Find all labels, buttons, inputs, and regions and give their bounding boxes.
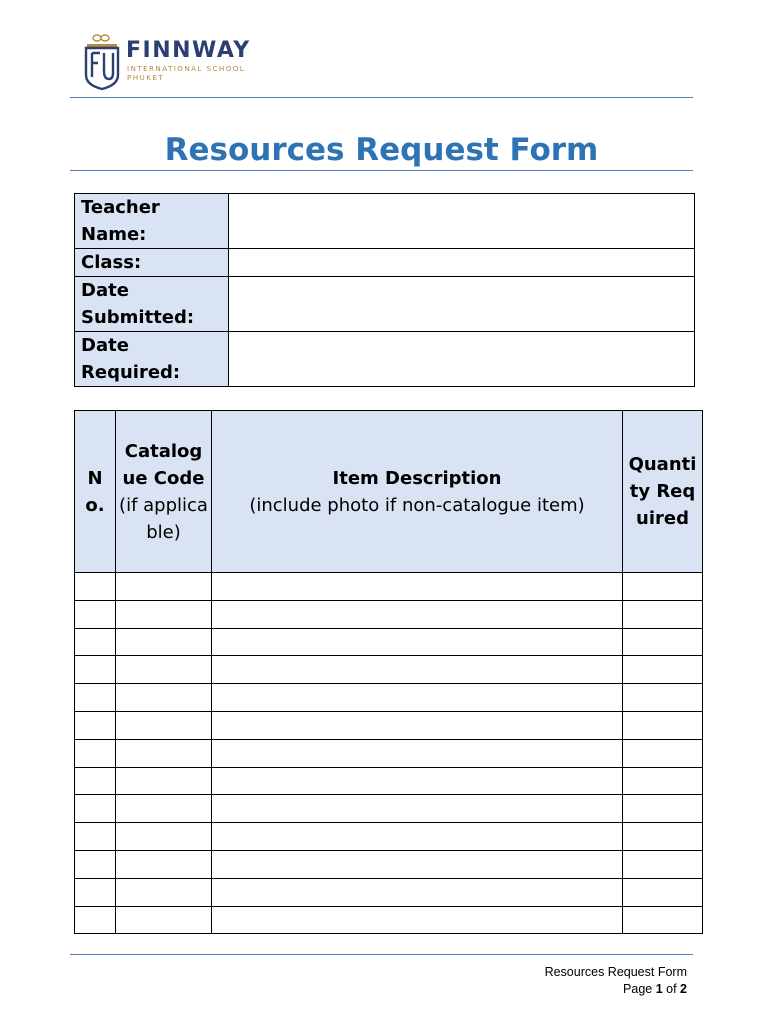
no-cell[interactable] bbox=[75, 684, 116, 712]
catalogue-code-cell[interactable] bbox=[116, 628, 212, 656]
table-row bbox=[75, 823, 703, 851]
table-row bbox=[75, 600, 703, 628]
school-crest-icon bbox=[83, 33, 121, 91]
quantity-cell[interactable] bbox=[623, 600, 703, 628]
class-field[interactable] bbox=[229, 249, 695, 277]
footer-page-prefix: Page bbox=[623, 982, 656, 996]
catalogue-code-cell[interactable] bbox=[116, 795, 212, 823]
no-cell[interactable] bbox=[75, 711, 116, 739]
info-row-date-submitted bbox=[75, 277, 695, 332]
footer-page-sep: of bbox=[662, 982, 681, 996]
item-description-cell[interactable] bbox=[212, 823, 623, 851]
date-submitted-field[interactable] bbox=[229, 277, 695, 332]
no-cell[interactable] bbox=[75, 600, 116, 628]
school-logo bbox=[83, 33, 283, 91]
teacher-name-field[interactable] bbox=[229, 194, 695, 249]
item-description-cell[interactable] bbox=[212, 600, 623, 628]
col-header-quantity bbox=[623, 411, 703, 573]
footer-page-total: 2 bbox=[680, 982, 687, 996]
item-description-cell[interactable] bbox=[212, 739, 623, 767]
quantity-cell[interactable] bbox=[623, 767, 703, 795]
catalogue-code-cell[interactable] bbox=[116, 739, 212, 767]
catalogue-code-cell[interactable] bbox=[116, 573, 212, 601]
col-header-no bbox=[75, 411, 116, 573]
no-cell[interactable] bbox=[75, 656, 116, 684]
table-row bbox=[75, 684, 703, 712]
teacher-name-label: Teacher Name: bbox=[75, 194, 229, 249]
quantity-cell[interactable] bbox=[623, 823, 703, 851]
item-description-cell[interactable] bbox=[212, 628, 623, 656]
col-header-catalogue-code bbox=[116, 411, 212, 573]
items-header-row bbox=[75, 411, 703, 573]
item-description-cell[interactable] bbox=[212, 573, 623, 601]
col-header-item-description-note: (include photo if non-catalogue item) bbox=[249, 494, 585, 516]
footer-page-current: 1 bbox=[655, 982, 663, 996]
no-cell[interactable] bbox=[75, 906, 116, 934]
no-cell[interactable] bbox=[75, 823, 116, 851]
quantity-cell[interactable] bbox=[623, 906, 703, 934]
items-table-body bbox=[75, 573, 703, 934]
quantity-cell[interactable] bbox=[623, 684, 703, 712]
page-title: Resources Request Form bbox=[164, 132, 599, 168]
no-cell[interactable] bbox=[75, 878, 116, 906]
table-row bbox=[75, 850, 703, 878]
no-cell[interactable] bbox=[75, 628, 116, 656]
table-row bbox=[75, 573, 703, 601]
item-description-cell[interactable] bbox=[212, 906, 623, 934]
quantity-cell[interactable] bbox=[623, 878, 703, 906]
table-row bbox=[75, 739, 703, 767]
col-header-catalogue-code-label: Catalogue Code bbox=[122, 440, 205, 489]
table-row bbox=[75, 767, 703, 795]
teacher-info-table bbox=[74, 193, 695, 387]
info-row-class bbox=[75, 249, 695, 277]
school-name: FINNWAY bbox=[126, 38, 251, 63]
col-header-no-label: No. bbox=[85, 467, 105, 516]
no-cell[interactable] bbox=[75, 795, 116, 823]
item-description-cell[interactable] bbox=[212, 767, 623, 795]
col-header-item-description-label: Item Description bbox=[332, 467, 502, 489]
header-divider bbox=[70, 97, 693, 98]
items-table bbox=[74, 410, 703, 934]
table-row bbox=[75, 711, 703, 739]
catalogue-code-cell[interactable] bbox=[116, 850, 212, 878]
no-cell[interactable] bbox=[75, 850, 116, 878]
quantity-cell[interactable] bbox=[623, 711, 703, 739]
footer-divider bbox=[70, 954, 693, 955]
item-description-cell[interactable] bbox=[212, 850, 623, 878]
catalogue-code-cell[interactable] bbox=[116, 600, 212, 628]
quantity-cell[interactable] bbox=[623, 656, 703, 684]
item-description-cell[interactable] bbox=[212, 656, 623, 684]
footer-page-number bbox=[623, 981, 687, 997]
col-header-item-description bbox=[212, 411, 623, 573]
table-row bbox=[75, 878, 703, 906]
catalogue-code-cell[interactable] bbox=[116, 823, 212, 851]
no-cell[interactable] bbox=[75, 573, 116, 601]
info-row-date-required bbox=[75, 332, 695, 387]
footer-doc-name: Resources Request Form bbox=[544, 965, 687, 979]
quantity-cell[interactable] bbox=[623, 573, 703, 601]
table-row bbox=[75, 628, 703, 656]
col-header-quantity-label: Quantity Required bbox=[628, 454, 697, 529]
school-location: PHUKET bbox=[127, 73, 165, 82]
date-required-label: Date Required: bbox=[75, 332, 229, 387]
no-cell[interactable] bbox=[75, 739, 116, 767]
catalogue-code-cell[interactable] bbox=[116, 684, 212, 712]
school-subtitle: INTERNATIONAL SCHOOL bbox=[127, 64, 246, 73]
item-description-cell[interactable] bbox=[212, 684, 623, 712]
class-label: Class: bbox=[75, 249, 229, 277]
no-cell[interactable] bbox=[75, 767, 116, 795]
date-required-field[interactable] bbox=[229, 332, 695, 387]
table-row bbox=[75, 656, 703, 684]
quantity-cell[interactable] bbox=[623, 739, 703, 767]
catalogue-code-cell[interactable] bbox=[116, 878, 212, 906]
catalogue-code-cell[interactable] bbox=[116, 906, 212, 934]
quantity-cell[interactable] bbox=[623, 628, 703, 656]
item-description-cell[interactable] bbox=[212, 711, 623, 739]
item-description-cell[interactable] bbox=[212, 795, 623, 823]
item-description-cell[interactable] bbox=[212, 878, 623, 906]
date-submitted-label: Date Submitted: bbox=[75, 277, 229, 332]
quantity-cell[interactable] bbox=[623, 795, 703, 823]
table-row bbox=[75, 795, 703, 823]
quantity-cell[interactable] bbox=[623, 850, 703, 878]
col-header-catalogue-code-note: (if applicable) bbox=[119, 494, 208, 543]
info-row-teacher-name bbox=[75, 194, 695, 249]
catalogue-code-cell[interactable] bbox=[116, 656, 212, 684]
title-underline bbox=[70, 170, 693, 171]
table-row bbox=[75, 906, 703, 934]
catalogue-code-cell[interactable] bbox=[116, 711, 212, 739]
catalogue-code-cell[interactable] bbox=[116, 767, 212, 795]
